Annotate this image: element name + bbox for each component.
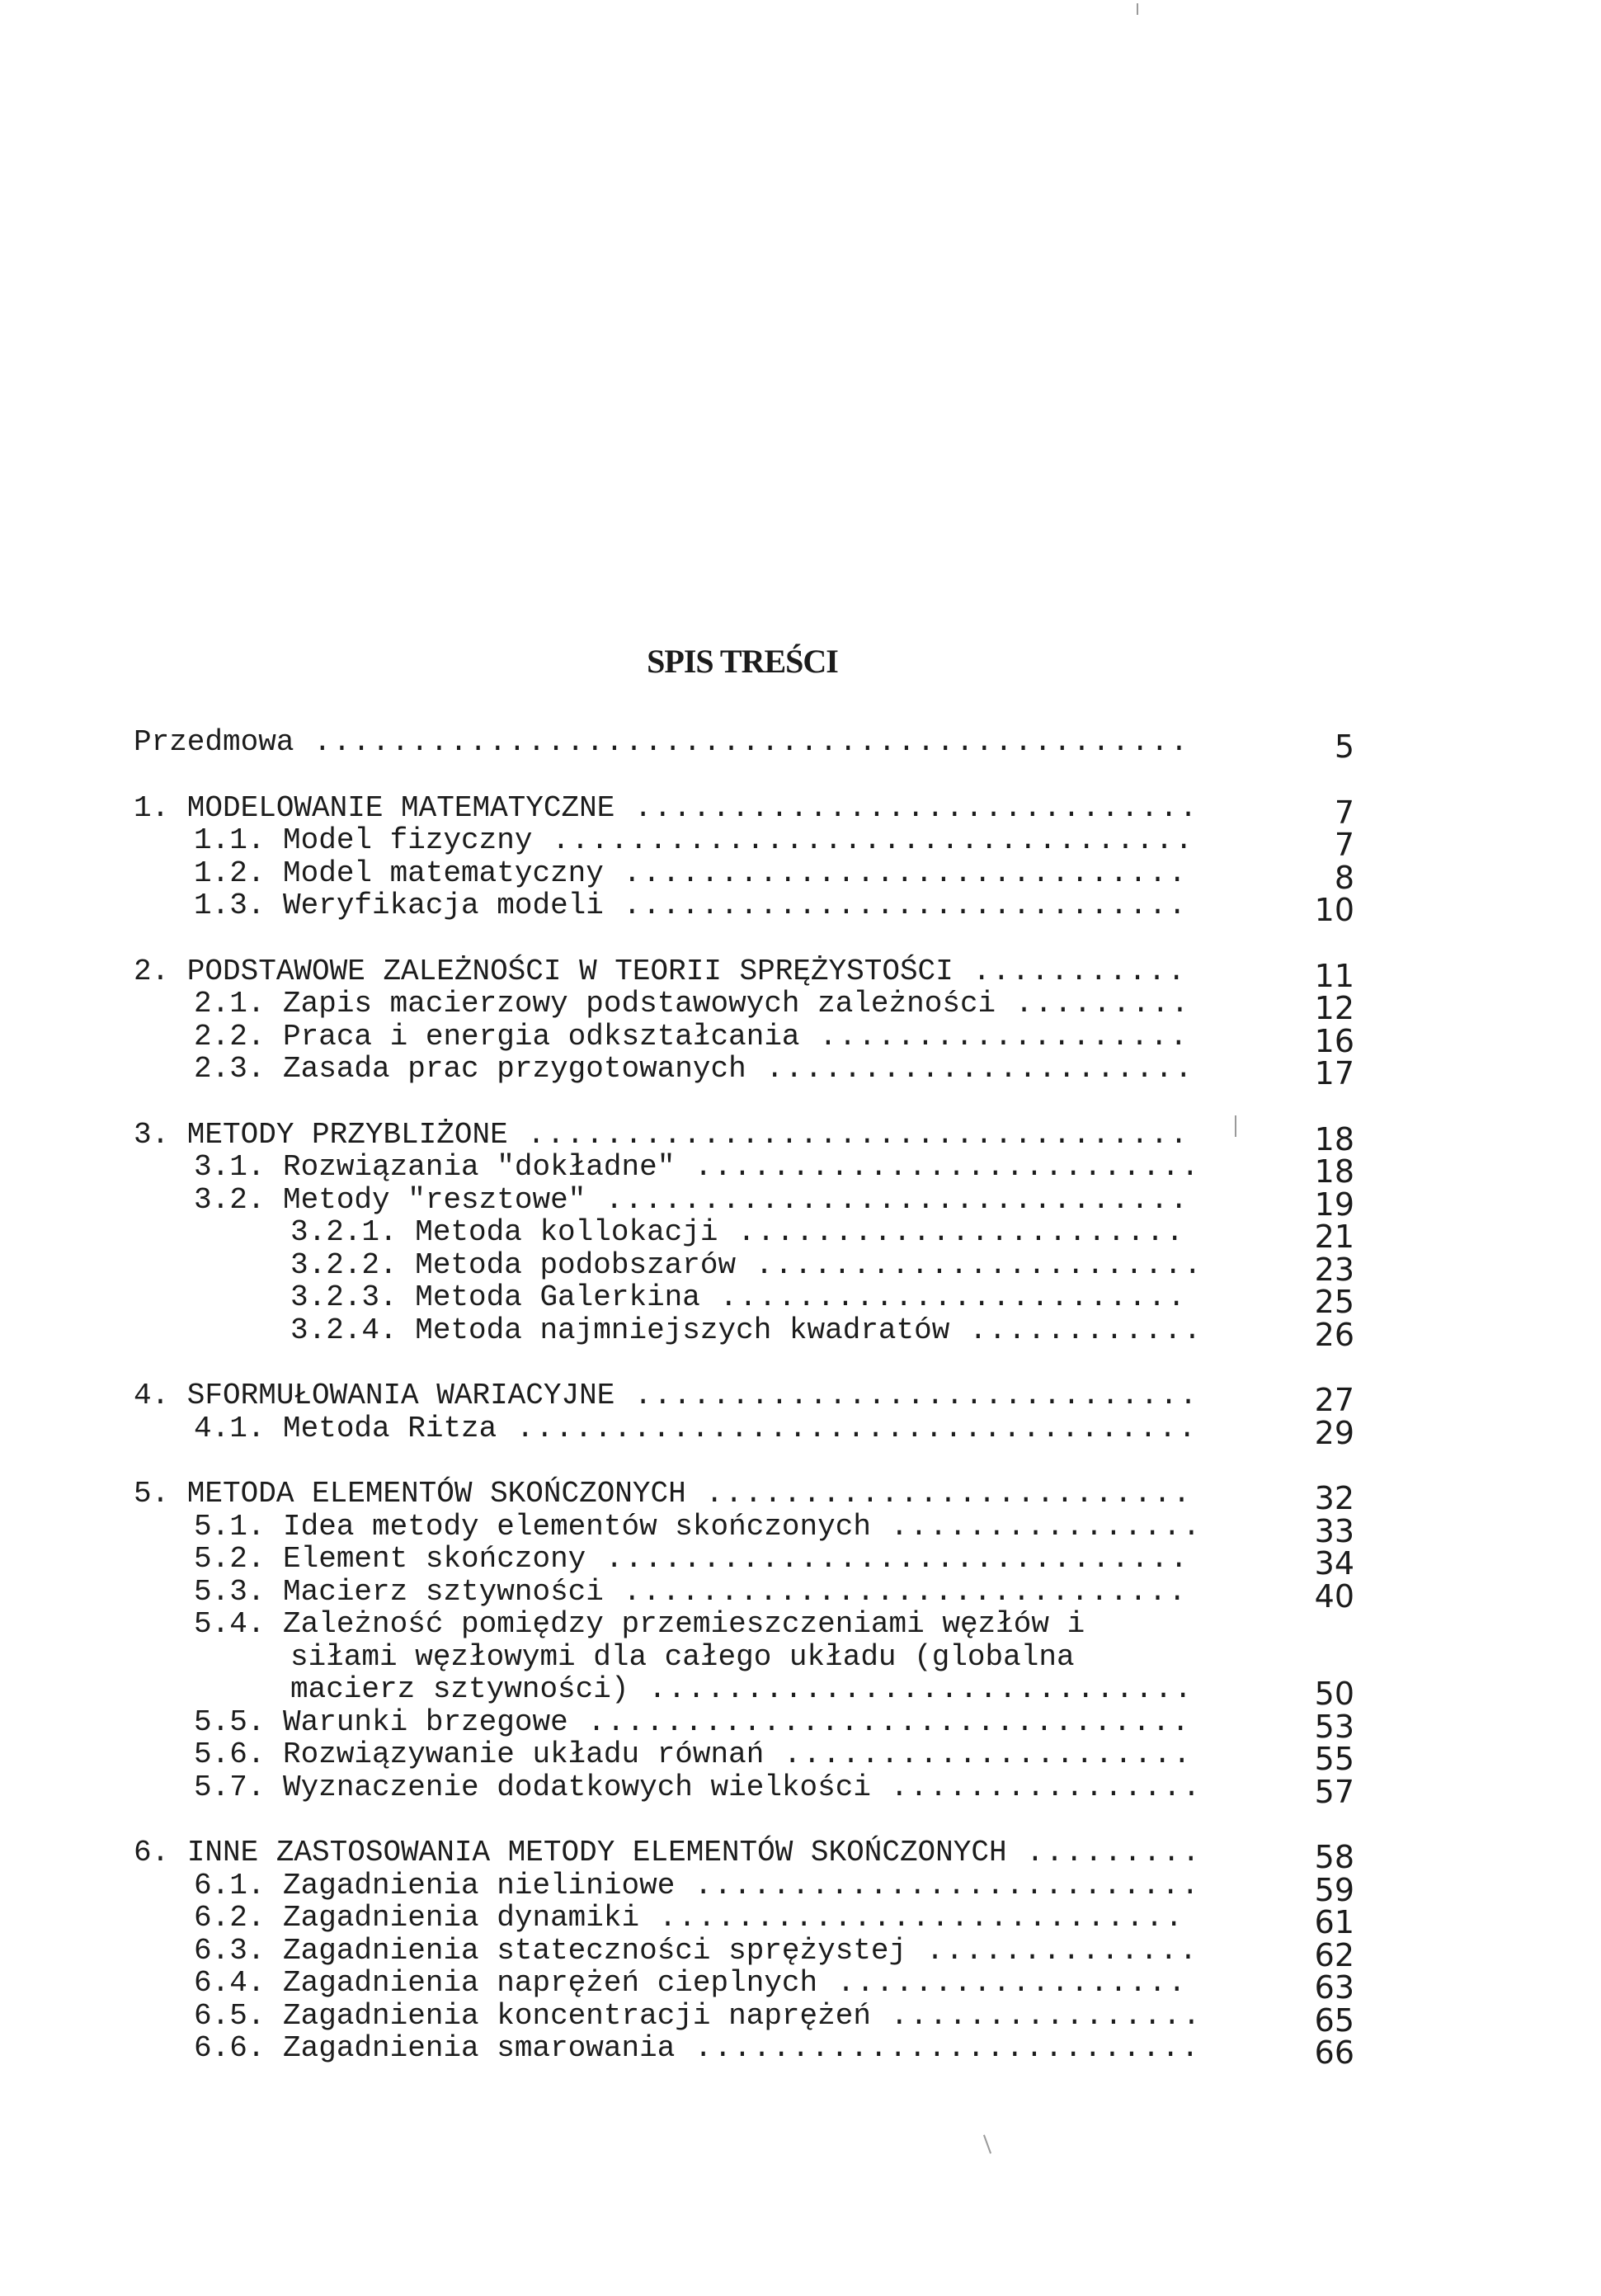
toc-page-number: 26 [1314,1316,1354,1353]
toc-entry-text [290,1641,1075,1674]
dot-leader: .......................... [675,1150,1201,1184]
toc-entry-text [290,1281,1187,1314]
dot-leader: .......................... [675,2031,1201,2065]
toc-page-number: 57 [1314,1773,1354,1810]
toc-entry [134,1280,1354,1320]
toc-entry [134,1411,1354,1451]
toc-page-number: 25 [1314,1284,1354,1320]
dot-leader: ................ [870,1998,1203,2033]
toc-entry-text [194,1608,1085,1641]
toc-page-number: 7 [1334,827,1354,863]
dot-leader: ....................... [718,1215,1185,1249]
toc-entry-label: macierz sztywności) [290,1672,629,1706]
toc-page-number: 66 [1314,2034,1354,2071]
toc-page-number: 16 [1314,1022,1354,1059]
toc-entry [134,1379,1354,1418]
toc-page-number: 5 [1334,728,1354,765]
toc-page-number: 58 [1314,1839,1354,1875]
toc-entry [134,856,1354,896]
toc-entry-text [194,1543,1189,1576]
toc-entry-text [194,1576,1188,1609]
dot-leader: ............................. [603,856,1188,890]
toc-entry-label: 2. PODSTAWOWE ZALEŻNOŚCI W TEORII SPRĘŻYSTOŚCI [134,954,954,988]
toc-entry-text [194,1738,1193,1771]
toc-page-number: 61 [1314,1904,1354,1940]
toc-page-number: 34 [1314,1545,1354,1582]
toc-entry-label: 6.2. Zagadnienia dynamiki [194,1901,640,1935]
toc-entry-text [194,1706,1191,1739]
toc-entry [134,823,1354,863]
toc-entry [134,1477,1354,1516]
toc-entry-text [134,955,1187,988]
scan-artifact [1137,3,1138,15]
dot-leader: .............. [906,1933,1199,1968]
toc-entry [134,1704,1354,1745]
toc-entry-label: 6. INNE ZASTOSOWANIA METODY ELEMENTÓW SKOŃCZONYCH [134,1836,1007,1869]
toc-entry-text [194,857,1188,890]
toc-entry-label: siłami węzłowymi dla całego układu (globalna [290,1639,1075,1674]
toc-entry-text [194,2032,1201,2065]
dot-leader: ............................ [629,1672,1194,1706]
toc-entry-text [194,1967,1188,2000]
toc-page-number: 11 [1314,957,1354,994]
toc-entry [134,1509,1354,1549]
toc-page-number: 63 [1314,1969,1354,2006]
toc-entry [134,1933,1354,1973]
toc-entry [134,1641,1354,1674]
toc-entry [134,1182,1354,1223]
dot-leader: .............................. [586,1542,1189,1576]
page-title: SPIS TREŚCI [647,643,838,680]
toc-entry-label: 4.1. Metoda Ritza [194,1411,497,1445]
toc-entry [134,1672,1354,1712]
toc-entry-label: 6.5. Zagadnienia koncentracji naprężeń [194,1998,871,2033]
toc-entry-label: 5. METODA ELEMENTÓW SKOŃCZONYCH [134,1477,686,1511]
dot-leader: ................................... [497,1411,1198,1445]
toc-entry [134,1868,1354,1908]
toc-entry [134,2031,1354,2071]
toc-page-number: 62 [1314,1936,1354,1973]
toc-entry-text [194,1184,1189,1217]
toc-page-number: 12 [1314,990,1354,1026]
toc-entry-text [194,1412,1198,1445]
dot-leader: .......................... [675,1868,1201,1902]
toc-entry-label: 4. SFORMUŁOWANIA WARIACYJNE [134,1379,615,1412]
toc-page-number: 29 [1314,1414,1354,1451]
toc-entry-text [194,988,1190,1021]
toc-entry-label: 3.2.4. Metoda najmniejszych kwadratów [290,1313,950,1347]
dot-leader: ......................... [685,1477,1193,1511]
dot-leader: ................ [870,1770,1203,1804]
dot-leader: ............................................. [294,725,1190,759]
toc-entry [134,987,1354,1026]
dot-leader: ................... [799,1019,1189,1054]
toc-entry [134,1019,1354,1059]
dot-leader: ........... [953,954,1188,988]
table-of-contents [134,725,1354,2071]
toc-entry-label: 3.2. Metody "resztowe" [194,1182,586,1217]
dot-leader: .................................. [507,1117,1189,1152]
toc-page-number: 18 [1314,1153,1354,1190]
toc-entry-label: 6.6. Zagadnienia smarowania [194,2031,676,2065]
toc-entry-text [194,1053,1194,1086]
dot-leader: ............ [949,1313,1203,1347]
toc-page-number: 27 [1314,1382,1354,1418]
toc-entry-text [134,792,1198,825]
toc-entry-label: 3. METODY PRZYBLIŻONE [134,1117,508,1152]
dot-leader: ....................... [736,1247,1203,1282]
toc-entry-label: 5.4. Zależność pomiędzy przemieszczeniami węzłów i [194,1607,1085,1641]
toc-entry [134,1247,1354,1288]
dot-leader: ..................... [764,1737,1193,1771]
dot-leader: ............................. [603,889,1188,922]
toc-entry-label: 1.1. Model fizyczny [194,823,533,857]
toc-page-number: 8 [1334,859,1354,896]
toc-page-number: 18 [1314,1120,1354,1157]
toc-entry [134,1966,1354,2006]
toc-entry [134,1574,1354,1615]
dot-leader: ...................... [746,1052,1194,1086]
scan-artifact [983,2134,991,2153]
toc-entry [134,790,1354,831]
toc-page-number: 32 [1314,1480,1354,1516]
toc-entry-label: 2.3. Zasada prac przygotowanych [194,1052,746,1086]
toc-entry-text [194,2000,1202,2033]
toc-entry-label: 6.3. Zagadnienia stateczności sprężystej [194,1933,907,1968]
toc-entry-label: 5.3. Macierz sztywności [194,1574,604,1609]
toc-entry-text [134,1119,1189,1152]
toc-page-number: 17 [1314,1055,1354,1091]
toc-entry-text [194,889,1188,922]
toc-entry-text [194,1511,1202,1544]
toc-entry-text [290,1673,1194,1706]
toc-entry-label: 3.2.3. Metoda Galerkina [290,1280,700,1314]
toc-entry-label: 3.2.2. Metoda podobszarów [290,1247,737,1282]
toc-entry-text [134,1478,1192,1511]
toc-entry-label: 1.2. Model matematyczny [194,856,604,890]
toc-entry-label: 1. MODELOWANIE MATEMATYCZNE [134,790,615,825]
toc-entry-label: 6.4. Zagadnienia naprężeń cieplnych [194,1966,818,2000]
dot-leader: .............................. [586,1182,1189,1217]
toc-entry-text [194,1902,1184,1935]
toc-entry-text [134,1836,1202,1869]
toc-page-number: 7 [1334,794,1354,831]
toc-entry-text [134,1379,1198,1412]
dot-leader: ............................. [615,1379,1199,1412]
dot-leader: ......... [996,987,1191,1021]
toc-page-number: 65 [1314,2001,1354,2039]
dot-leader: .................. [817,1966,1188,2000]
toc-entry-text [290,1216,1185,1249]
toc-entry-text [194,1869,1201,1902]
toc-entry-text [194,1771,1202,1804]
toc-entry-label: 2.1. Zapis macierzowy podstawowych zależności [194,987,996,1021]
dot-leader: ................ [870,1509,1203,1544]
toc-entry [134,1770,1354,1810]
toc-entry-text [194,824,1194,857]
toc-page-number: 59 [1314,1871,1354,1908]
dot-leader: ................................. [532,823,1194,857]
toc-entry-label: 5.6. Rozwiązywanie układu równań [194,1737,765,1771]
scan-artifact [1235,1115,1236,1137]
toc-entry-label: Przedmowa [134,725,294,759]
toc-page-number: 55 [1314,1741,1354,1777]
toc-entry-label: 6.1. Zagadnienia nieliniowe [194,1868,676,1902]
toc-entry [134,1608,1354,1641]
toc-page-number: 50 [1314,1676,1354,1712]
toc-page-number: 53 [1314,1708,1354,1745]
toc-page-number: 23 [1314,1251,1354,1288]
toc-entry-text [194,1935,1198,1968]
toc-entry-label: 2.2. Praca i energia odkształcania [194,1019,800,1054]
toc-entry-label: 1.3. Weryfikacja modeli [194,889,604,922]
dot-leader: ........................ [699,1280,1187,1314]
toc-page-number: 19 [1314,1186,1354,1223]
dot-leader: ............................. [615,790,1199,825]
toc-entry [134,954,1354,994]
toc-entry-label: 5.7. Wyznaczenie dodatkowych wielkości [194,1770,871,1804]
toc-entry-text [290,1314,1203,1347]
dot-leader: ............................... [567,1704,1191,1739]
dot-leader: ............................. [603,1574,1188,1609]
toc-entry [134,1052,1354,1091]
toc-entry-label: 3.2.1. Metoda kollokacji [290,1215,718,1249]
toc-page-number: 33 [1314,1512,1354,1549]
toc-entry-label: 5.1. Idea metody elementów skończonych [194,1509,871,1544]
dot-leader: ........................... [639,1901,1184,1935]
toc-page-number: 10 [1314,892,1354,928]
toc-page-number: 40 [1314,1577,1354,1615]
toc-entry [134,1313,1354,1353]
toc-entry-text [134,726,1189,759]
toc-entry [134,1737,1354,1777]
toc-entry [134,1117,1354,1157]
toc-entry-text [290,1249,1203,1282]
toc-entry-label: 5.2. Element skończony [194,1542,586,1576]
toc-page-number: 21 [1314,1219,1354,1255]
toc-entry [134,1150,1354,1190]
toc-entry [134,1215,1354,1255]
toc-entry-label: 3.1. Rozwiązania "dokładne" [194,1150,676,1184]
toc-entry-text [194,1021,1189,1054]
toc-entry [134,1901,1354,1940]
toc-entry [134,725,1354,765]
toc-entry-text [194,1151,1201,1184]
dot-leader: ......... [1006,1836,1202,1869]
toc-entry-label: 5.5. Warunki brzegowe [194,1704,568,1739]
toc-entry [134,1836,1354,1875]
toc-entry [134,889,1354,928]
toc-entry [134,1998,1354,2039]
toc-entry [134,1542,1354,1582]
